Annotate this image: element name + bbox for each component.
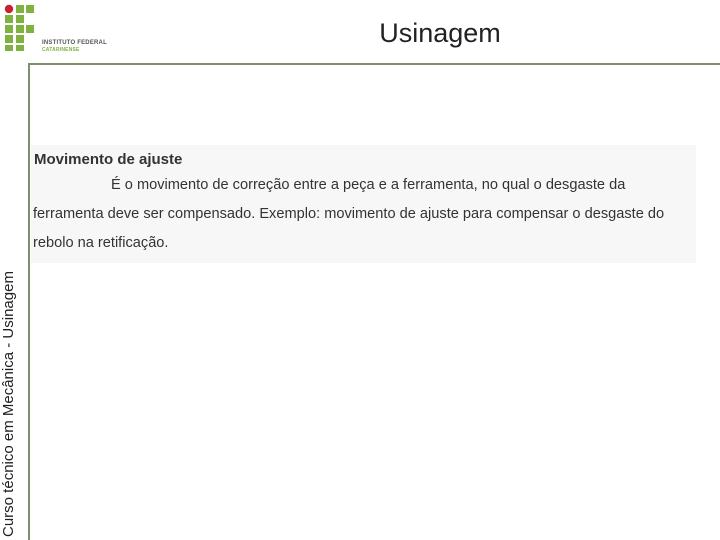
logo-text	[42, 40, 107, 54]
slide-title: Usinagem	[379, 18, 501, 48]
logo-line-1: INSTITUTO FEDERAL	[42, 40, 107, 46]
ifc-logo-icon	[4, 4, 44, 52]
sidebar-divider	[28, 63, 30, 540]
logo-line-2: CATARINENSE	[42, 47, 80, 53]
content-paragraph: É o movimento de correção entre a peça e a ferramenta, no qual o desgaste da ferramenta deve ser compensado. Exemplo: movimento de ajuste para compensar o desgaste do rebolo na retificação.	[33, 177, 665, 251]
header-divider	[28, 63, 720, 65]
course-side-label: Curso técnico em Mecânica - Usinagem	[0, 271, 17, 537]
content-block	[31, 145, 696, 263]
institution-logo	[4, 4, 114, 54]
content-heading: Movimento de ajuste	[34, 151, 183, 168]
